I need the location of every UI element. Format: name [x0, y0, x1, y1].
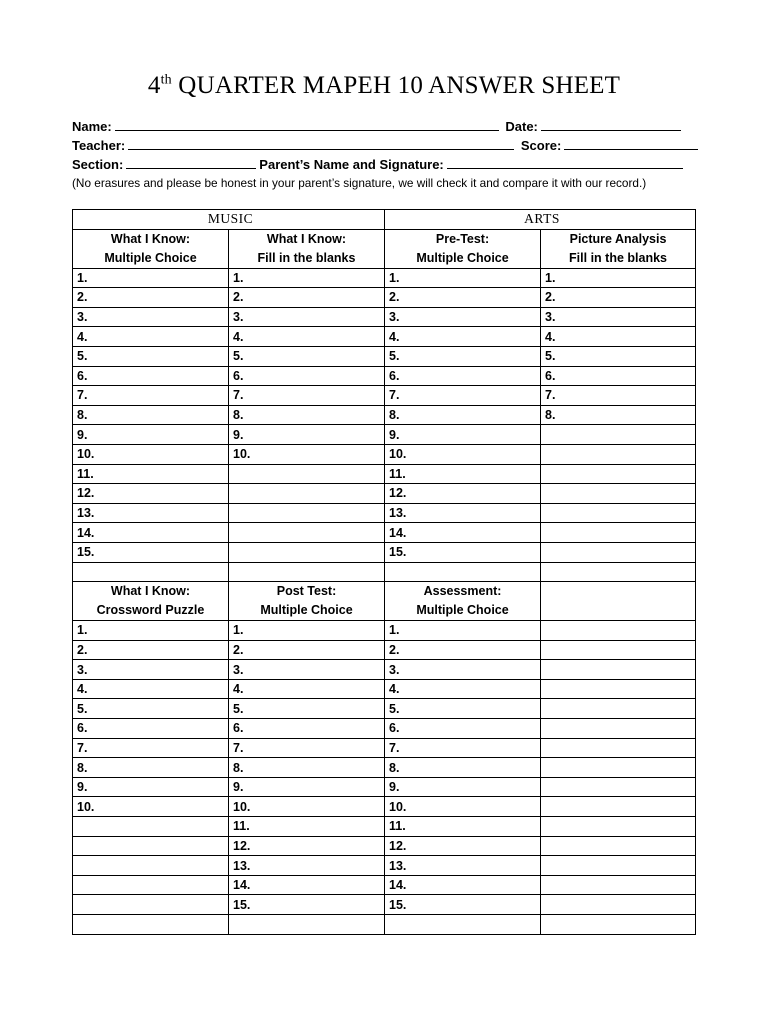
title-superscript: th [160, 72, 172, 88]
empty-cell [541, 621, 696, 641]
column-header-line2: Fill in the blanks [569, 250, 667, 265]
table-row [73, 346, 696, 366]
top-answer-cell[interactable]: 3. [229, 307, 385, 327]
bottom-answer-cell[interactable]: 14. [385, 875, 541, 895]
empty-cell [541, 464, 696, 484]
top-answer-cell[interactable]: 7. [229, 386, 385, 406]
section-field[interactable] [126, 157, 256, 169]
bottom-answer-cell[interactable]: 10. [385, 797, 541, 817]
empty-cell [541, 699, 696, 719]
column-header-line1: What I Know: [110, 231, 191, 246]
table-row [73, 484, 696, 504]
arts-section-header: ARTS [385, 210, 696, 230]
empty-cell [541, 758, 696, 778]
empty-cell [541, 719, 696, 739]
parent-signature-field[interactable] [447, 157, 683, 169]
table-row [73, 679, 696, 699]
bottom-answer-cell[interactable]: 5. [385, 699, 541, 719]
music-section-header: MUSIC [73, 210, 385, 230]
empty-cell [541, 817, 696, 837]
top-answer-cell[interactable]: 4. [229, 327, 385, 347]
empty-cell [541, 484, 696, 504]
top-answer-cell[interactable]: 11. [73, 464, 229, 484]
top-answer-cell[interactable]: 15. [385, 542, 541, 562]
table-row [73, 895, 696, 915]
empty-cell [541, 856, 696, 876]
empty-cell [73, 836, 229, 856]
bottom-answer-cell[interactable]: 10. [229, 797, 385, 817]
bottom-header-row [73, 582, 696, 621]
empty-cell [229, 484, 385, 504]
bottom-answer-cell[interactable]: 1. [73, 621, 229, 641]
table-row [73, 777, 696, 797]
top-answer-cell[interactable]: 1. [73, 268, 229, 288]
column-header-line1 [541, 582, 695, 601]
name-label: Name: [72, 119, 112, 134]
top-answer-cell[interactable]: 2. [541, 288, 696, 308]
table-row [73, 797, 696, 817]
spacer-row [73, 562, 696, 582]
top-answer-cell[interactable]: 10. [73, 444, 229, 464]
empty-cell [541, 660, 696, 680]
bottom-answer-cell[interactable]: 2. [73, 640, 229, 660]
bottom-column-header-2 [229, 582, 385, 621]
bottom-answer-cell[interactable]: 4. [385, 679, 541, 699]
bottom-answer-cell[interactable]: 15. [385, 895, 541, 915]
bottom-answer-cell[interactable]: 11. [385, 817, 541, 837]
empty-cell [73, 562, 229, 582]
empty-cell [541, 895, 696, 915]
spacer-row [73, 915, 696, 935]
empty-cell [541, 836, 696, 856]
empty-cell [541, 425, 696, 445]
bottom-answer-cell[interactable]: 8. [73, 758, 229, 778]
bottom-answer-cell[interactable]: 13. [385, 856, 541, 876]
table-row [73, 307, 696, 327]
bottom-answer-cell[interactable]: 13. [229, 856, 385, 876]
table-row [73, 875, 696, 895]
top-header-row [73, 229, 696, 268]
top-column-header-4 [541, 229, 696, 268]
top-answer-cell[interactable]: 2. [385, 288, 541, 308]
top-answer-cell[interactable]: 3. [385, 307, 541, 327]
top-answer-cell[interactable]: 9. [385, 425, 541, 445]
column-header-line2: Multiple Choice [104, 250, 197, 265]
column-header-line1: Assessment: [423, 584, 502, 599]
name-date-row [72, 119, 698, 134]
empty-cell [229, 503, 385, 523]
empty-cell [73, 895, 229, 915]
table-row [73, 425, 696, 445]
column-header-line2: Fill in the blanks [257, 250, 356, 265]
top-answer-cell[interactable]: 2. [229, 288, 385, 308]
top-answer-cell[interactable]: 7. [541, 386, 696, 406]
bottom-answer-cell[interactable]: 10. [73, 797, 229, 817]
top-answer-cell[interactable]: 1. [541, 268, 696, 288]
table-row [73, 719, 696, 739]
honesty-note: (No erasures and please be honest in your parent’s signature, we will check it and compare it with our record.) [72, 176, 647, 190]
bottom-answer-cell[interactable]: 9. [73, 777, 229, 797]
teacher-label: Teacher: [72, 138, 126, 153]
table-row [73, 758, 696, 778]
top-answer-cell[interactable]: 8. [229, 405, 385, 425]
column-header-line2: Crossword Puzzle [96, 603, 205, 618]
top-answer-cell[interactable]: 5. [73, 346, 229, 366]
top-answer-cell[interactable]: 8. [73, 405, 229, 425]
date-field[interactable] [541, 119, 681, 131]
top-column-header-2 [229, 229, 385, 268]
table-row [73, 523, 696, 543]
empty-cell [541, 503, 696, 523]
top-answer-cell[interactable]: 12. [73, 484, 229, 504]
top-answer-cell[interactable]: 4. [385, 327, 541, 347]
section-label: Section: [72, 157, 124, 172]
top-answer-cell[interactable]: 3. [541, 307, 696, 327]
top-answer-cell[interactable]: 14. [73, 523, 229, 543]
bottom-answer-cell[interactable]: 12. [385, 836, 541, 856]
top-answer-cell[interactable]: 10. [229, 444, 385, 464]
bottom-answer-cell[interactable]: 6. [385, 719, 541, 739]
empty-cell [73, 915, 229, 935]
parent-signature-label: Parent’s Name and Signature: [259, 157, 444, 172]
top-answer-cell[interactable]: 1. [385, 268, 541, 288]
table-row [73, 288, 696, 308]
table-row [73, 366, 696, 386]
table-row [73, 621, 696, 641]
empty-cell [541, 679, 696, 699]
empty-cell [229, 562, 385, 582]
bottom-answer-cell[interactable]: 7. [385, 738, 541, 758]
column-header-line2 [541, 601, 695, 620]
top-answer-cell[interactable]: 4. [541, 327, 696, 347]
empty-cell [229, 542, 385, 562]
top-answer-cell[interactable]: 6. [385, 366, 541, 386]
bottom-answer-cell[interactable]: 4. [229, 679, 385, 699]
bottom-answer-cell[interactable]: 2. [385, 640, 541, 660]
empty-cell [541, 542, 696, 562]
bottom-column-header-3 [385, 582, 541, 621]
top-answer-cell[interactable]: 15. [73, 542, 229, 562]
top-column-header-1 [73, 229, 229, 268]
bottom-answer-cell[interactable]: 3. [385, 660, 541, 680]
score-label: Score: [520, 138, 562, 153]
bottom-answer-cell[interactable]: 4. [73, 679, 229, 699]
bottom-answer-cell[interactable]: 11. [229, 817, 385, 837]
bottom-answer-cell[interactable]: 7. [73, 738, 229, 758]
bottom-answer-cell[interactable]: 15. [229, 895, 385, 915]
top-answer-cell[interactable]: 5. [385, 346, 541, 366]
empty-cell [541, 523, 696, 543]
empty-cell [73, 856, 229, 876]
top-answer-cell[interactable]: 4. [73, 327, 229, 347]
table-row [73, 817, 696, 837]
empty-cell [541, 875, 696, 895]
empty-cell [541, 640, 696, 660]
empty-cell [73, 875, 229, 895]
table-row [73, 699, 696, 719]
page-title: 4th QUARTER MAPEH 10 ANSWER SHEET [147, 72, 621, 99]
top-answer-cell[interactable]: 11. [385, 464, 541, 484]
empty-cell [229, 523, 385, 543]
top-answer-cell[interactable]: 6. [541, 366, 696, 386]
bottom-answer-cell[interactable]: 2. [229, 640, 385, 660]
bottom-answer-cell[interactable]: 14. [229, 875, 385, 895]
top-answer-cell[interactable]: 12. [385, 484, 541, 504]
column-header-line1: Pre-Test: [435, 231, 490, 246]
empty-cell [541, 444, 696, 464]
empty-cell [541, 915, 696, 935]
bottom-answer-cell[interactable]: 3. [73, 660, 229, 680]
top-answer-cell[interactable]: 2. [73, 288, 229, 308]
table-row [73, 836, 696, 856]
name-field[interactable] [115, 119, 499, 131]
table-row [73, 503, 696, 523]
teacher-field[interactable] [128, 138, 514, 150]
bottom-answer-cell[interactable]: 3. [229, 660, 385, 680]
section-parent-row [72, 157, 698, 172]
top-answer-cell[interactable]: 3. [73, 307, 229, 327]
bottom-answer-cell[interactable]: 5. [229, 699, 385, 719]
column-header-line1: Picture Analysis [569, 231, 667, 246]
empty-cell [541, 738, 696, 758]
bottom-column-header-1 [73, 582, 229, 621]
bottom-answer-cell[interactable]: 12. [229, 836, 385, 856]
bottom-answer-cell[interactable]: 8. [229, 758, 385, 778]
table-row [73, 464, 696, 484]
top-answer-cell[interactable]: 8. [541, 405, 696, 425]
column-header-line1: What I Know: [110, 584, 191, 599]
top-answer-cell[interactable]: 1. [229, 268, 385, 288]
teacher-score-row [72, 138, 698, 153]
top-answer-cell[interactable]: 5. [229, 346, 385, 366]
column-header-line2: Multiple Choice [416, 603, 509, 618]
bottom-answer-cell[interactable]: 6. [229, 719, 385, 739]
bottom-answer-cell[interactable]: 1. [385, 621, 541, 641]
table-row [73, 386, 696, 406]
table-row [73, 542, 696, 562]
top-column-header-3 [385, 229, 541, 268]
table-row [73, 856, 696, 876]
top-answer-cell[interactable]: 9. [229, 425, 385, 445]
top-answer-cell[interactable]: 7. [385, 386, 541, 406]
date-label: Date: [505, 119, 538, 134]
top-answer-cell[interactable]: 7. [73, 386, 229, 406]
column-header-line1: What I Know: [266, 231, 347, 246]
bottom-answer-cell[interactable]: 7. [229, 738, 385, 758]
top-answer-cell[interactable]: 5. [541, 346, 696, 366]
top-answer-cell[interactable]: 6. [73, 366, 229, 386]
table-row [73, 444, 696, 464]
bottom-answer-cell[interactable]: 9. [385, 777, 541, 797]
empty-cell [541, 562, 696, 582]
bottom-answer-cell[interactable]: 9. [229, 777, 385, 797]
empty-cell [385, 915, 541, 935]
bottom-answer-cell[interactable]: 6. [73, 719, 229, 739]
top-answer-cell[interactable]: 14. [385, 523, 541, 543]
answer-table [72, 209, 696, 935]
top-answer-cell[interactable]: 8. [385, 405, 541, 425]
empty-cell [541, 777, 696, 797]
table-row [73, 327, 696, 347]
empty-cell [229, 464, 385, 484]
empty-cell [73, 817, 229, 837]
table-row [73, 660, 696, 680]
bottom-answer-cell[interactable]: 8. [385, 758, 541, 778]
column-header-line2: Multiple Choice [260, 603, 353, 618]
empty-cell [229, 915, 385, 935]
table-row [73, 640, 696, 660]
top-answer-cell[interactable]: 10. [385, 444, 541, 464]
table-row [73, 738, 696, 758]
empty-cell [385, 562, 541, 582]
bottom-column-header-4 [541, 582, 696, 621]
top-answer-cell[interactable]: 9. [73, 425, 229, 445]
score-field[interactable] [564, 138, 698, 150]
column-header-line2: Multiple Choice [416, 250, 509, 265]
bottom-answer-cell[interactable]: 1. [229, 621, 385, 641]
column-header-line1: Post Test: [276, 584, 337, 599]
bottom-answer-cell[interactable]: 5. [73, 699, 229, 719]
table-row [73, 405, 696, 425]
empty-cell [541, 797, 696, 817]
top-answer-cell[interactable]: 13. [385, 503, 541, 523]
table-row [73, 268, 696, 288]
top-answer-cell[interactable]: 6. [229, 366, 385, 386]
top-answer-cell[interactable]: 13. [73, 503, 229, 523]
